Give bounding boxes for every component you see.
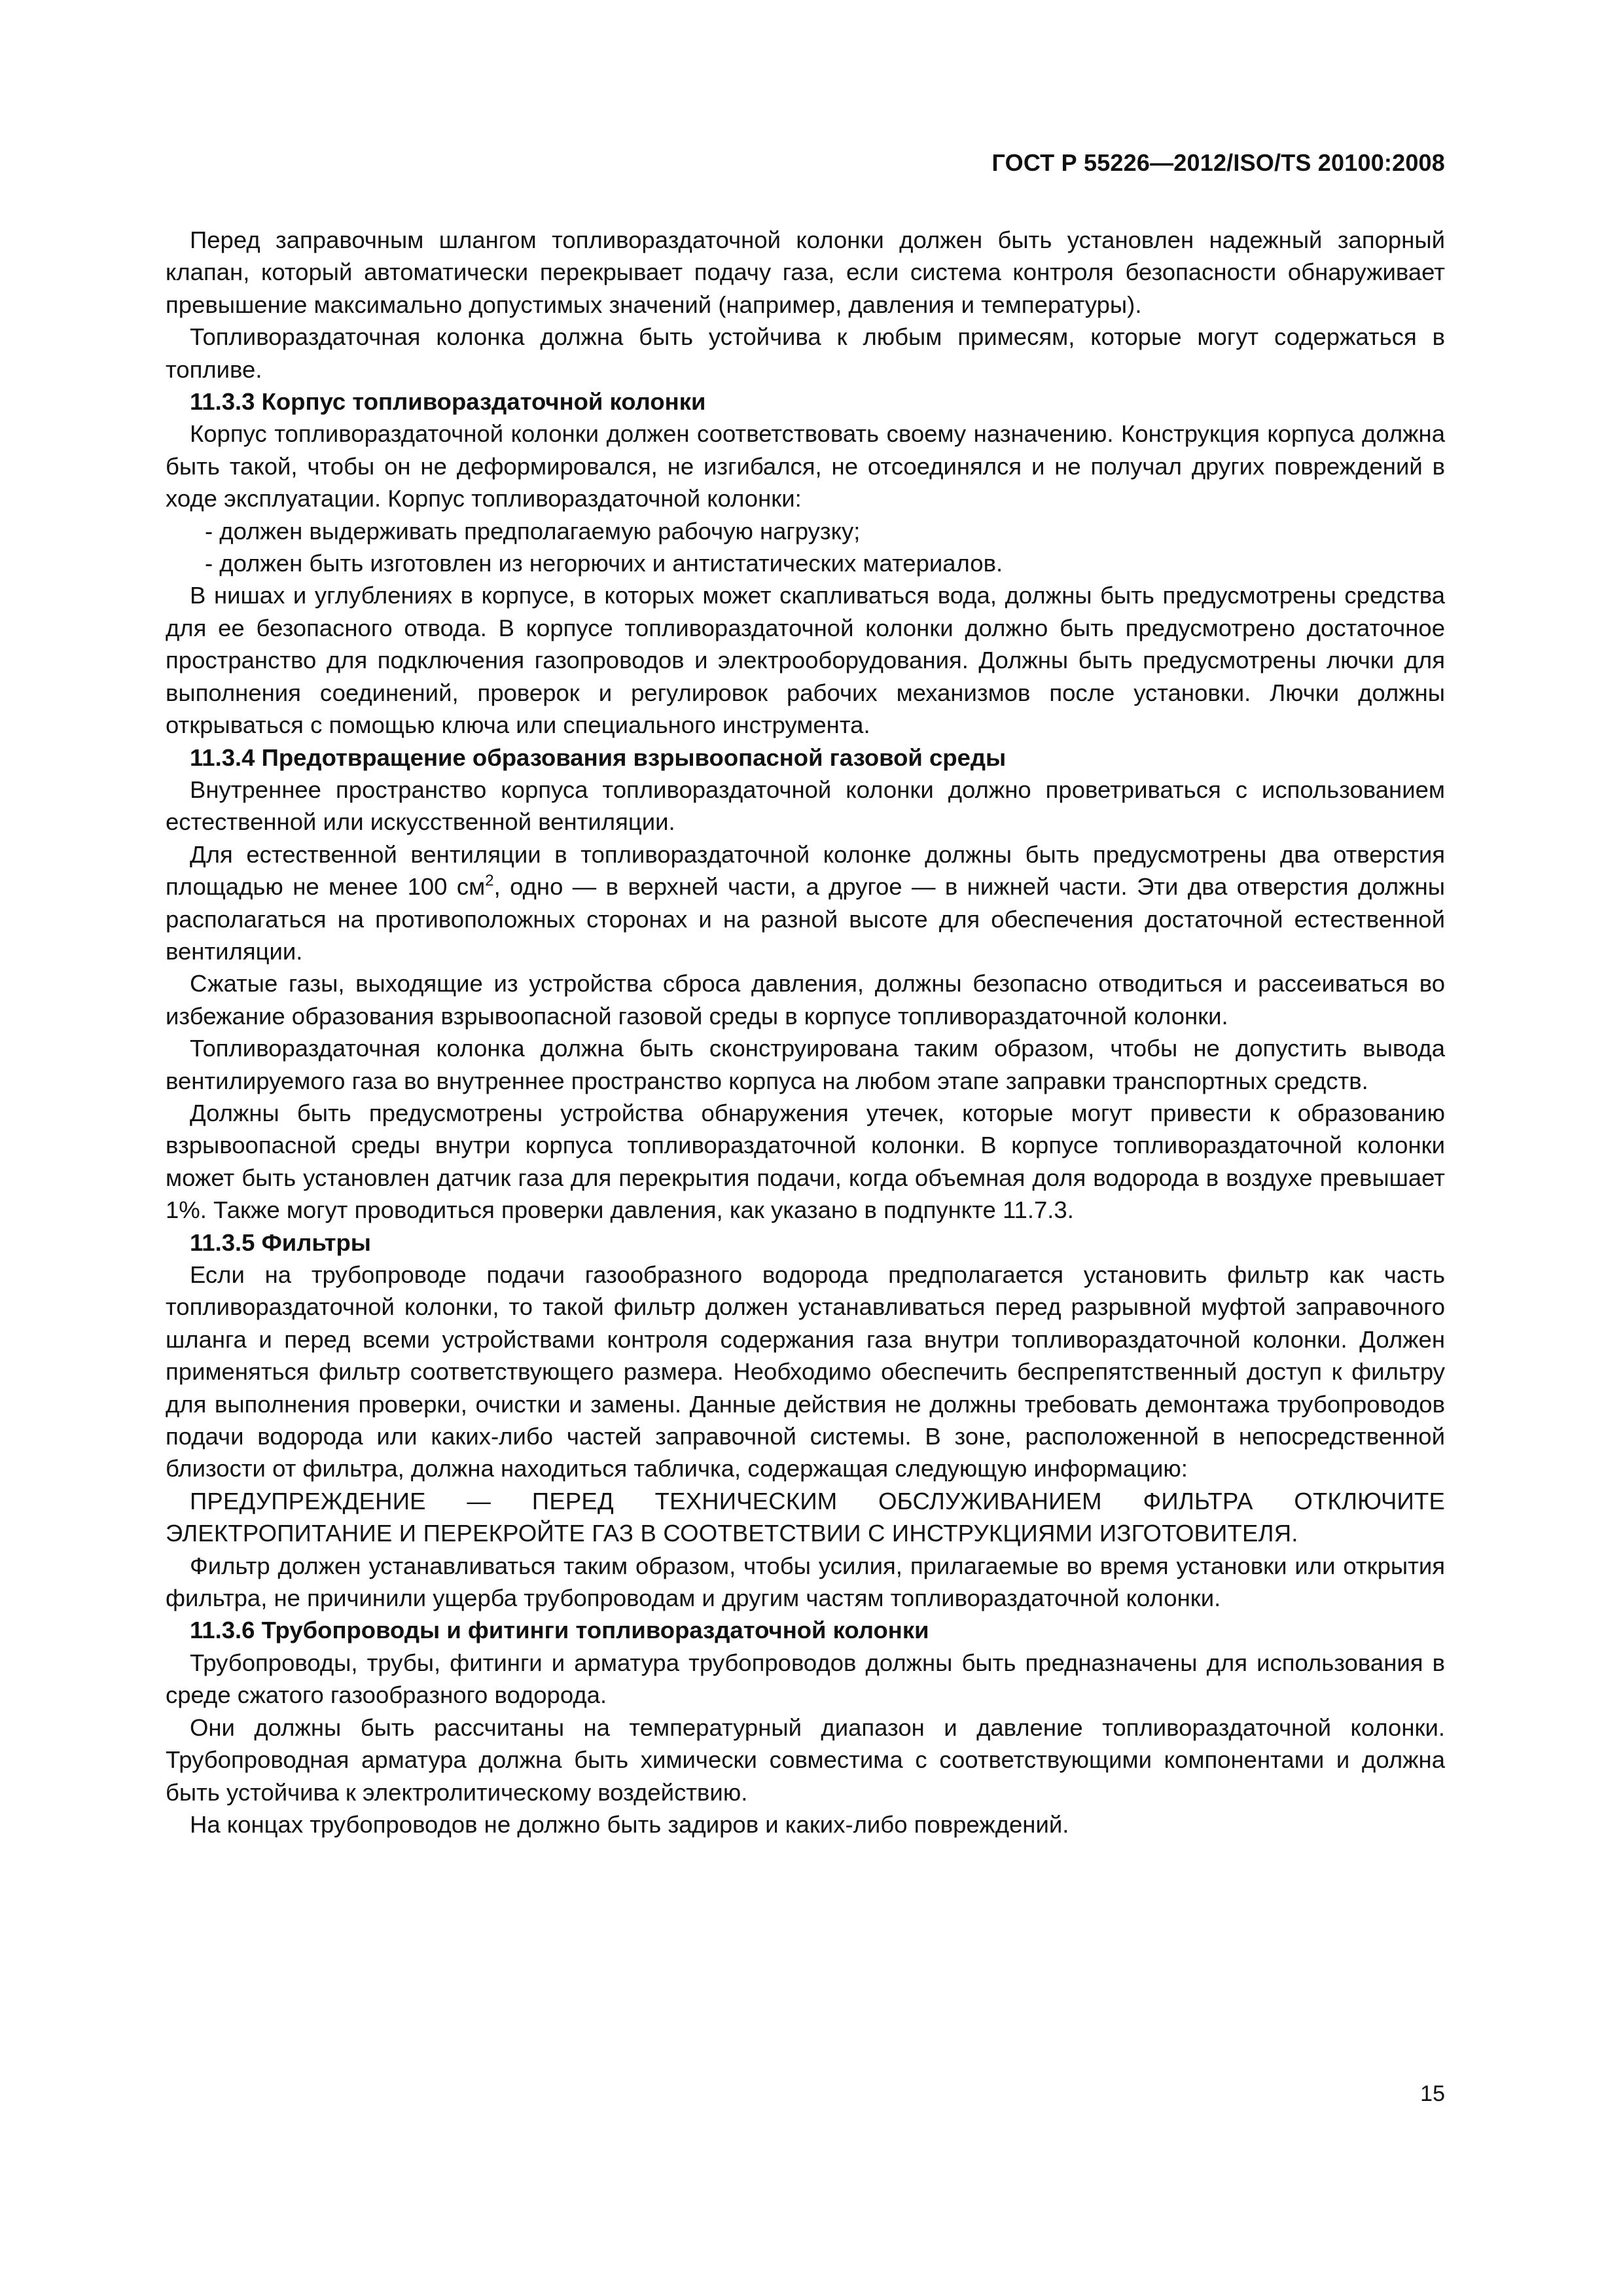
- paragraph-shutoff-valve: Перед заправочным шлангом топливораздаточной колонки должен быть установлен надежный запорный клапан, который автоматически перекрывает подачу газа, если система контроля безопасности обнаруживает превышение максимально допустимых значений (например, давления и температуры).: [166, 226, 1445, 318]
- paragraph-piping-ratings: Они должны быть рассчитаны на температурный диапазон и давление топливораздаточной колонки. Трубопроводная арматура должна быть химически совместима с соответствующими компонентами и должна быть устойчива к электролитическому воздействию.: [166, 1713, 1445, 1806]
- list-item-materials: - должен быть изготовлен из негорючих и антистатических материалов.: [205, 550, 1003, 577]
- paragraph-impurity-resistance: Топливораздаточная колонка должна быть устойчива к любым примесям, которые могут содержаться в топливе.: [166, 323, 1445, 383]
- text-segment: , одно — в верхней части, а другое — в нижней части. Эти два отверстия должны располагаться на противоположных сторонах и на разной высоте для обеспечения достаточной естественной вентиляции.: [166, 873, 1445, 965]
- paragraph-leak-detection: Должны быть предусмотрены устройства обнаружения утечек, которые могут привести к образованию взрывоопасной среды внутри корпуса топливораздаточной колонки. В корпусе топливораздаточной колонки может быть установлен датчик газа для перекрытия подачи, когда объемная доля водорода в воздухе превышает 1%. Также могут проводиться проверки давления, как указано в подпункте 11.7.3.: [166, 1099, 1445, 1224]
- paragraph-ventilation: Внутреннее пространство корпуса топливораздаточной колонки должно проветриваться с использованием естественной или искусственной вентиляции.: [166, 776, 1445, 836]
- page-number: 15: [1420, 2081, 1445, 2106]
- section-heading-11-3-3: 11.3.3 Корпус топливораздаточной колонки: [190, 388, 706, 416]
- paragraph-piping-ends: На концах трубопроводов не должно быть задиров и каких-либо повреждений.: [190, 1810, 1069, 1838]
- document-header-standard-code: ГОСТ Р 55226—2012/ISO/TS 20100:2008: [991, 149, 1445, 176]
- superscript-2: 2: [485, 872, 494, 890]
- section-heading-11-3-6: 11.3.6 Трубопроводы и фитинги топливораздаточной колонки: [190, 1617, 929, 1644]
- paragraph-filter-forces: Фильтр должен устанавливаться таким образом, чтобы усилия, прилагаемые во время установки или открытия фильтра, не причинили ущерба трубопроводам и другим частям топливораздаточной колонки.: [166, 1552, 1445, 1612]
- paragraph-water-drainage: В нишах и углублениях в корпусе, в которых может скапливаться вода, должны быть предусмотрены средства для ее безопасного отвода. В корпусе топливораздаточной колонки должно быть предусмотрено достаточное пространство для подключения газопроводов и электрооборудования. Должны быть предусмотрены лючки для выполнения соединений, проверок и регулировок рабочих механизмов после установки. Лючки должны открываться с помощью ключа или специального инструмента.: [166, 582, 1445, 739]
- section-heading-11-3-5: 11.3.5 Фильтры: [190, 1229, 371, 1256]
- paragraph-piping-purpose: Трубопроводы, трубы, фитинги и арматура трубопроводов должны быть предназначены для использования в среде сжатого газообразного водорода.: [166, 1649, 1445, 1709]
- paragraph-filter-installation: Если на трубопроводе подачи газообразного водорода предполагается установить фильтр как часть топливораздаточной колонки, то такой фильтр должен устанавливаться перед разрывной муфтой заправочного шланга и перед всеми устройствами контроля содержания газа внутри топливораздаточной колонки. Должен применяться фильтр соответствующего размера. Необходимо обеспечить беспрепятственный доступ к фильтру для выполнения проверки, очистки и замены. Данные действия не должны требовать демонтажа трубопроводов подачи водорода или каких-либо частей заправочной системы. В зоне, расположенной в непосредственной близости от фильтра, должна находиться табличка, содержащая следующую информацию:: [166, 1261, 1445, 1482]
- paragraph-compressed-gases: Сжатые газы, выходящие из устройства сброса давления, должны безопасно отводиться и рассеиваться во избежание образования взрывоопасной газовой среды в корпусе топливораздаточной колонки.: [166, 970, 1445, 1030]
- paragraph-natural-ventilation: [166, 838, 1445, 968]
- warning-notice: ПРЕДУПРЕЖДЕНИЕ — ПЕРЕД ТЕХНИЧЕСКИМ ОБСЛУЖИВАНИЕМ ФИЛЬТРА ОТКЛЮЧИТЕ ЭЛЕКТРОПИТАНИЕ И ПЕРЕКРОЙТЕ ГАЗ В СООТВЕТСТВИИ С ИНСТРУКЦИЯМИ ИЗГОТОВИТЕЛЯ.: [166, 1487, 1445, 1547]
- list-item-load: - должен выдерживать предполагаемую рабочую нагрузку;: [205, 517, 861, 545]
- paragraph-vented-gas: Топливораздаточная колонка должна быть сконструирована таким образом, чтобы не допустить вывода вентилируемого газа во внутреннее пространство корпуса на любом этапе заправки транспортных средств.: [166, 1035, 1445, 1094]
- paragraph-housing-requirements: Корпус топливораздаточной колонки должен соответствовать своему назначению. Конструкция корпуса должна быть такой, чтобы он не деформировался, не изгибался, не отсоединялся и не получал других повреждений в ходе эксплуатации. Корпус топливораздаточной колонки:: [166, 420, 1445, 512]
- document-body: [166, 224, 1445, 1840]
- text-segment: Для естественной вентиляции в топливораздаточной колонке должны быть предусмотрены два отверстия площадью не менее 100 см: [166, 840, 1445, 901]
- section-heading-11-3-4: 11.3.4 Предотвращение образования взрывоопасной газовой среды: [190, 744, 1007, 771]
